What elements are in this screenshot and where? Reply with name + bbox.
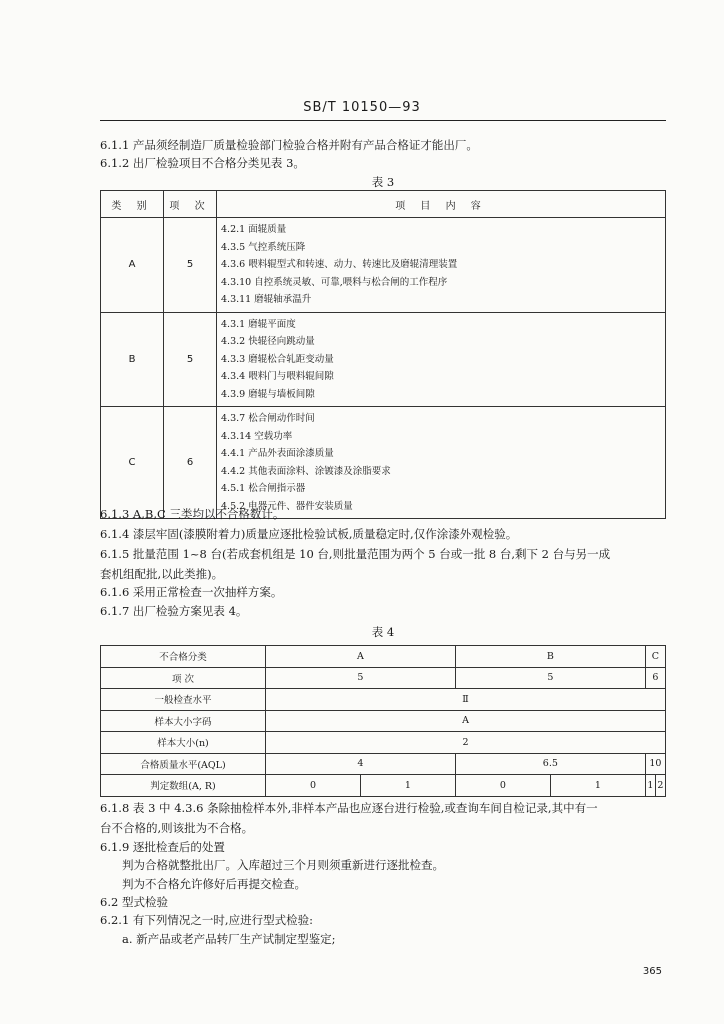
- table4-label: 样本大小字码: [101, 710, 266, 732]
- clause-6-2-1-a: a. 新产品或老产品转厂生产试制定型鉴定;: [122, 932, 336, 946]
- table4-cell: C: [645, 646, 665, 668]
- table4-cell: 6: [645, 667, 665, 689]
- table4-row: [101, 753, 666, 775]
- table4-row: [101, 710, 666, 732]
- table3-row-c: [101, 407, 666, 519]
- clause-6-1-9: 6.1.9 逐批检查后的处置: [100, 840, 225, 854]
- clause-6-1-8-cont: 台不合格的,则该批为不合格。: [100, 821, 254, 835]
- clause-6-1-1: 6.1.1 产品须经制造厂质量检验部门检验合格并附有产品合格证才能出厂。: [100, 138, 478, 152]
- table3-items: [217, 407, 666, 519]
- table4-caption: 表 4: [371, 625, 395, 639]
- table3-row-a: [101, 218, 666, 313]
- page-number: 365: [642, 966, 662, 977]
- table-4: [100, 645, 666, 797]
- table3-caption: 表 3: [371, 175, 395, 189]
- table3-category: C: [101, 407, 164, 519]
- table4-merged-cell: 2: [266, 732, 666, 754]
- table3-count: 5: [164, 218, 217, 313]
- table3-item: 4.4.1 产品外表面涂漆质量: [221, 448, 334, 459]
- clause-6-1-9-pass: 判为合格就整批出厂。入库超过三个月则须重新进行逐批检查。: [122, 858, 444, 872]
- table4-accept-cell: 1: [645, 775, 655, 797]
- table4-cell: 5: [266, 667, 456, 689]
- table3-item: 4.4.2 其他表面涂料、涂镀漆及涂脂要求: [221, 465, 391, 477]
- clause-6-1-5: 6.1.5 批量范围 1~8 台(若成套机组是 10 台,则批量范围为两个 5 台或一批 8 台,剩下 2 台与另一成: [100, 547, 611, 561]
- clause-6-1-7: 6.1.7 出厂检验方案见表 4。: [100, 604, 248, 618]
- table4-row: [101, 689, 666, 711]
- section-6-2: 6.2 型式检验: [100, 895, 168, 909]
- table4-label: 样本大小(n): [101, 732, 266, 754]
- table3-item: 4.3.1 磨辊平面度: [221, 318, 296, 330]
- table3-item: 4.3.5 气控系统压降: [221, 241, 306, 253]
- table4-cell: A: [266, 646, 456, 668]
- table3-count: 5: [164, 312, 217, 407]
- table4-row: [101, 667, 666, 689]
- table4-label: 一般检查水平: [101, 689, 266, 711]
- table3-header-row: [101, 191, 666, 218]
- clause-6-2-1: 6.2.1 有下列情况之一时,应进行型式检验:: [100, 913, 313, 927]
- table4-row: [101, 775, 666, 797]
- clause-6-1-3: 6.1.3 A,B,C 三类均以不合格数计。: [100, 507, 285, 521]
- table4-label: 不合格分类: [101, 646, 266, 668]
- clause-6-1-4: 6.1.4 漆层牢固(漆膜附着力)质量应逐批检验试板,质量稳定时,仅作涂漆外观检验。: [100, 527, 518, 541]
- table3-item: 4.3.2 快辊径向跳动量: [221, 336, 315, 347]
- table4-merged-cell: Ⅱ: [266, 689, 666, 711]
- table4-cell: B: [455, 646, 645, 668]
- clause-6-1-6: 6.1.6 采用正常检查一次抽样方案。: [100, 585, 283, 599]
- table3-item: 4.3.6 喂料辊型式和转速、动力、转速比及磨辊清理装置: [221, 259, 458, 270]
- table3-item: 4.3.7 松合闸动作时间: [221, 413, 315, 424]
- table4-merged-cell: A: [266, 710, 666, 732]
- clause-6-1-8: 6.1.8 表 3 中 4.3.6 条除抽检样本外,非样本产品也应逐台进行检验,或查询车间自检记录,其中有一: [100, 801, 598, 815]
- table3-items: [217, 218, 666, 313]
- table4-cell: 5: [455, 667, 645, 689]
- table3-row-b: [101, 312, 666, 407]
- table3-item: 4.3.4 喂料门与喂料辊间隙: [221, 371, 334, 382]
- table3-category: B: [101, 312, 164, 407]
- table4-accept-cell: 0: [266, 775, 361, 797]
- table4-label: 合格质量水平(AQL): [101, 753, 266, 775]
- table4-label: 项 次: [101, 667, 266, 689]
- table-3: [100, 190, 666, 519]
- table3-item: 4.3.3 磨辊松合轧距变动量: [221, 353, 334, 365]
- table3-header-category: 类 别: [101, 191, 164, 218]
- table4-row: [101, 732, 666, 754]
- clause-6-1-5-cont: 套机组配批,以此类推)。: [100, 567, 224, 581]
- table3-count: 6: [164, 407, 217, 519]
- table3-header-content: 项 目 内 容: [217, 191, 666, 218]
- table3-category: A: [101, 218, 164, 313]
- table3-item: 4.5.2 电器元件、器件安装质量: [221, 500, 353, 512]
- table4-accept-cell: 0: [455, 775, 550, 797]
- table3-items: [217, 312, 666, 407]
- standard-header: SB/T 10150—93: [303, 100, 421, 115]
- table3-item: 4.2.1 面辊质量: [221, 224, 287, 235]
- table3-item: 4.5.1 松合闸指示器: [221, 483, 306, 494]
- table4-reject-cell: 1: [550, 775, 645, 797]
- table4-cell: 6.5: [455, 753, 645, 775]
- table3-item: 4.3.11 磨辊轴承温升: [221, 294, 312, 305]
- clause-6-1-9-fail: 判为不合格允许修好后再提交检查。: [122, 877, 306, 891]
- table3-item: 4.3.9 磨辊与墙板间隙: [221, 388, 315, 400]
- header-rule: [100, 120, 666, 121]
- table3-item: 4.3.14 空载功率: [221, 430, 293, 442]
- clause-6-1-2: 6.1.2 出厂检验项目不合格分类见表 3。: [100, 156, 305, 170]
- table4-row: [101, 646, 666, 668]
- table4-cell: 10: [645, 753, 665, 775]
- table4-cell: 4: [266, 753, 456, 775]
- table3-header-count: 项 次: [164, 191, 217, 218]
- table4-label: 判定数组(A, R): [101, 775, 266, 797]
- table3-item: 4.3.10 自控系统灵敏、可靠,喂料与松合闸的工作程序: [221, 276, 448, 288]
- table4-reject-cell: 2: [655, 775, 665, 797]
- table4-reject-cell: 1: [360, 775, 455, 797]
